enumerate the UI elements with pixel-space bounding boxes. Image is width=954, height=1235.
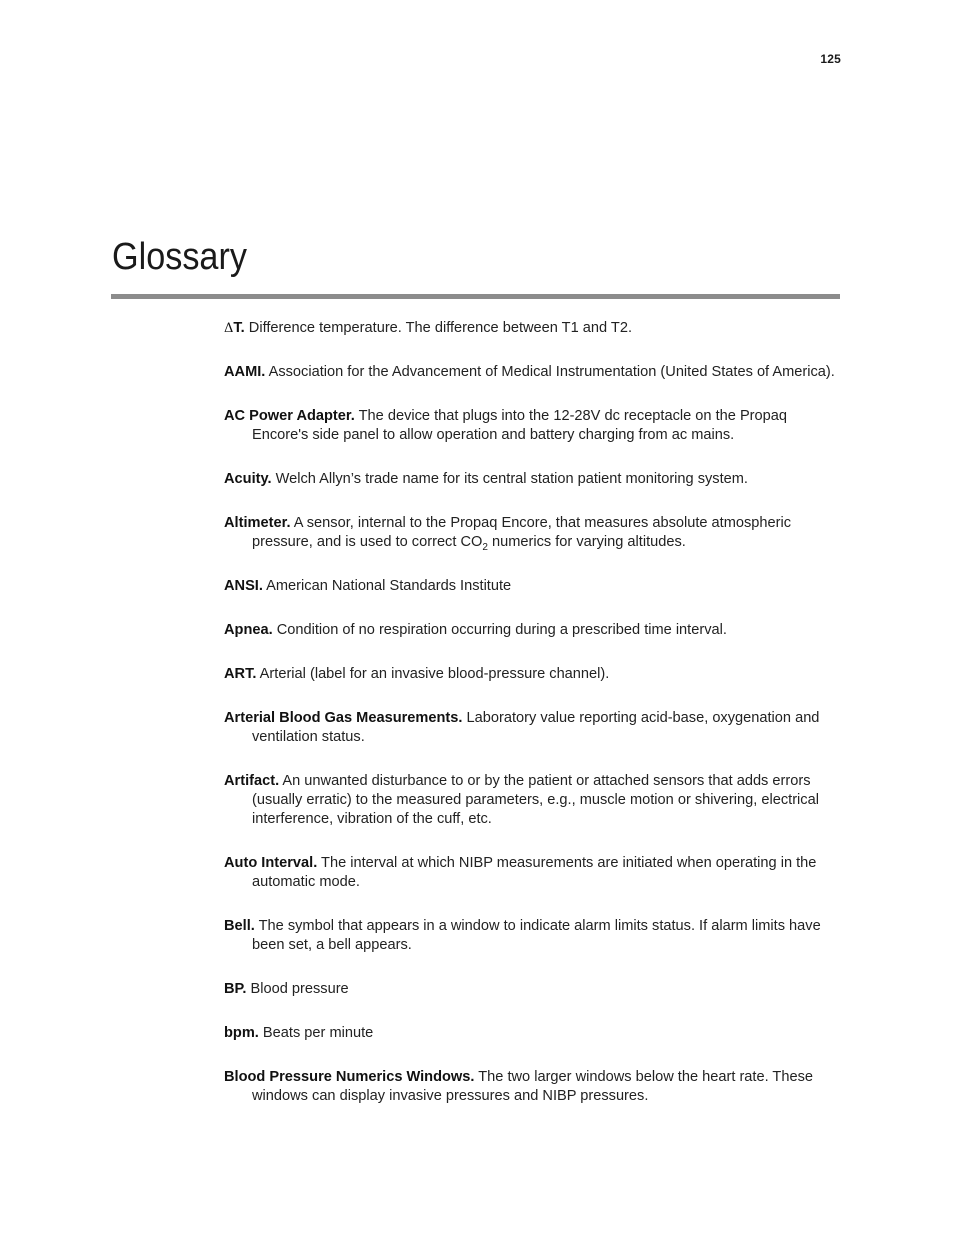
glossary-definition: Blood pressure <box>246 981 349 997</box>
glossary-definition: The two larger windows below the heart rate. These windows can display invasive pressures and NIBP pressures. <box>252 1069 813 1104</box>
glossary-term: Artifact. <box>224 773 280 789</box>
glossary-definition: Welch Allyn’s trade name for its central station patient monitoring system. <box>271 471 748 487</box>
glossary-entry-aami <box>224 363 840 382</box>
glossary-term: Auto Interval. <box>224 855 318 871</box>
glossary-term: Arterial Blood Gas Measurements. <box>224 710 463 726</box>
glossary-term: Altimeter. <box>224 515 291 531</box>
glossary-definition: Association for the Advancement of Medical Instrumentation (United States of America). <box>265 364 835 380</box>
glossary-definition: An unwanted disturbance to or by the patient or attached sensors that adds errors (usually erratic) to the measured parameters, e.g., muscle motion or shivering, electrical interference, vibration of the cuff, etc. <box>252 773 819 827</box>
glossary-definition: Condition of no respiration occurring during a prescribed time interval. <box>272 622 727 638</box>
glossary-definition: American National Standards Institute <box>262 578 512 594</box>
glossary-entry-acuity <box>224 470 840 489</box>
glossary-entry-auto-interval <box>224 854 840 892</box>
glossary-entry-bpm <box>224 1024 840 1043</box>
glossary-term: Blood Pressure Numerics Windows. <box>224 1069 475 1085</box>
glossary-term: bpm. <box>224 1025 259 1041</box>
glossary-term: AAMI. <box>224 364 266 380</box>
glossary-definition: The symbol that appears in a window to indicate alarm limits status. If alarm limits have been set, a bell appears. <box>252 918 821 953</box>
glossary-term: Bell. <box>224 918 255 934</box>
glossary-entry-bp-numerics-windows <box>224 1068 840 1106</box>
glossary-entry-ac-power-adapter <box>224 407 840 445</box>
glossary-definition: A sensor, internal to the Propaq Encore, that measures absolute atmospheric pressure, and is used to correct CO <box>252 515 792 550</box>
glossary-definition: Difference temperature. The difference between T1 and T2. <box>244 320 632 336</box>
glossary-entry-delta-t <box>224 319 840 338</box>
co2-subscript: 2 <box>482 541 488 553</box>
glossary-entry-bp <box>224 980 840 999</box>
glossary-entry-altimeter <box>224 514 840 552</box>
page-title: Glossary <box>112 236 247 278</box>
glossary-entry-arterial-blood-gas <box>224 709 840 747</box>
glossary-definition: Arterial (label for an invasive blood-pressure channel). <box>256 666 610 682</box>
glossary-definition: The interval at which NIBP measurements are initiated when operating in the automatic mode. <box>252 855 817 890</box>
glossary-term: ANSI. <box>224 578 263 594</box>
glossary-term: BP. <box>224 981 247 997</box>
glossary-definition: The device that plugs into the 12-28V dc receptacle on the Propaq Encore's side panel to allow operation and battery charging from ac mains. <box>252 408 787 443</box>
glossary-entry-ansi <box>224 577 840 596</box>
glossary-definition: Laboratory value reporting acid-base, oxygenation and ventilation status. <box>252 710 820 745</box>
term-text: T. <box>233 320 245 336</box>
glossary-term: AC Power Adapter. <box>224 408 355 424</box>
glossary-entry-bell <box>224 917 840 955</box>
glossary-term: Apnea. <box>224 622 273 638</box>
glossary-entry-artifact <box>224 772 840 829</box>
title-divider <box>111 294 840 299</box>
glossary-definition: Beats per minute <box>258 1025 374 1041</box>
glossary-entry-apnea <box>224 621 840 640</box>
glossary-term: Acuity. <box>224 471 272 487</box>
delta-symbol: Δ <box>224 321 234 336</box>
glossary-definition-continued: numerics for varying altitudes. <box>487 534 686 550</box>
glossary-entry-art <box>224 665 840 684</box>
page-number: 125 <box>820 52 841 66</box>
glossary-term <box>224 320 245 336</box>
glossary-list <box>224 319 840 1131</box>
glossary-term: ART. <box>224 666 257 682</box>
